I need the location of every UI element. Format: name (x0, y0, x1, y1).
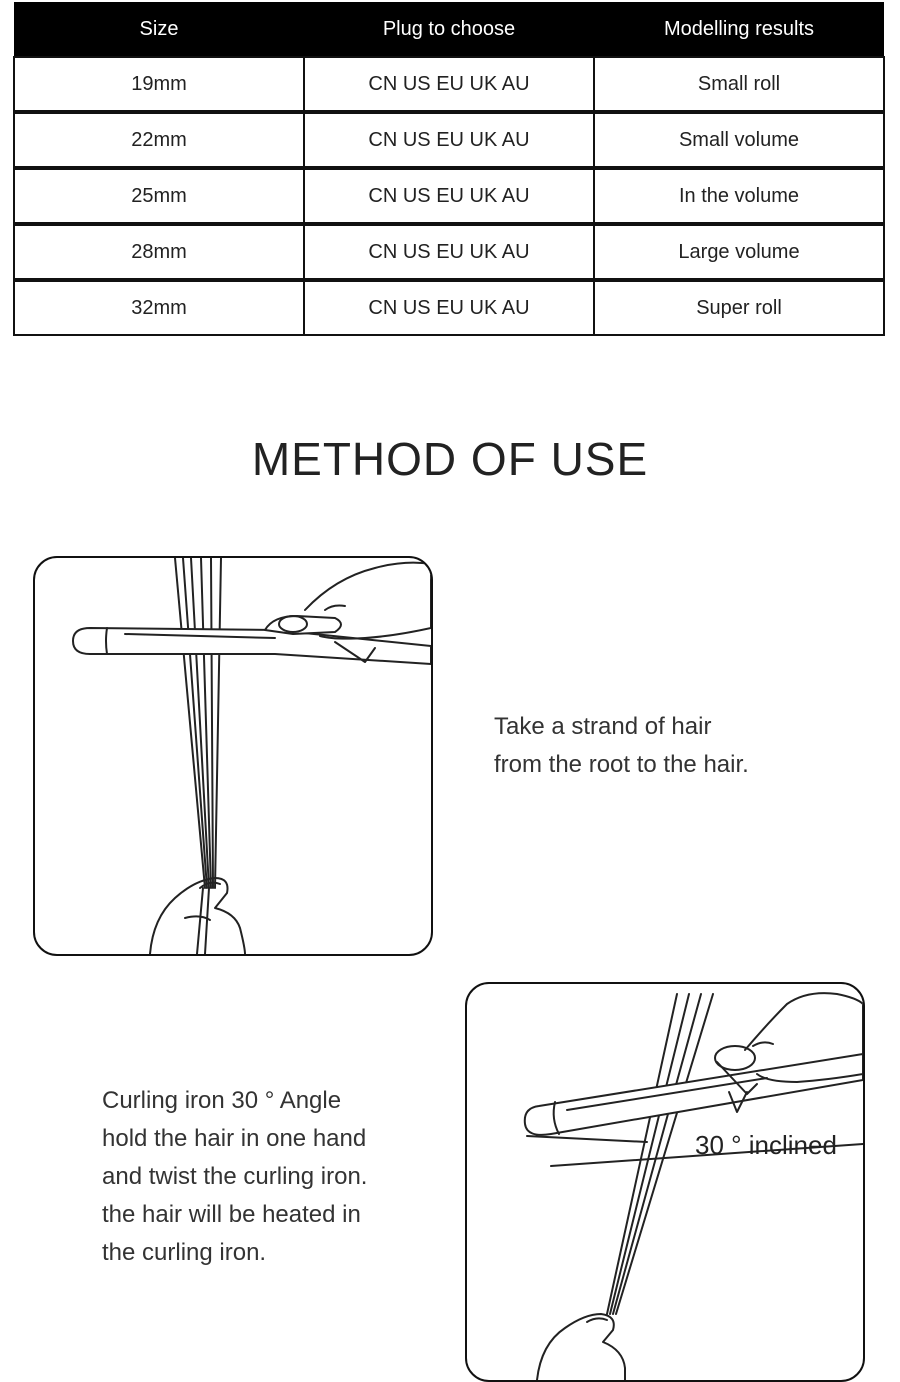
step2-line: the hair will be heated in (102, 1201, 361, 1228)
cell-plug: CN US EU UK AU (304, 168, 594, 224)
header-result: Modelling results (594, 2, 884, 57)
cell-result: Small volume (594, 112, 884, 168)
table-row (14, 57, 884, 112)
cell-size: 19mm (14, 57, 304, 112)
inclined-label: 30 ° inclined (695, 1130, 837, 1160)
curling-iron-30-degree-image (467, 984, 863, 1380)
header-plug: Plug to choose (304, 2, 594, 57)
cell-plug: CN US EU UK AU (304, 57, 594, 112)
cell-plug: CN US EU UK AU (304, 112, 594, 168)
cell-size: 25mm (14, 168, 304, 224)
table-header-row (14, 2, 884, 57)
step2-line: the curling iron. (102, 1239, 267, 1266)
table-row (14, 280, 884, 335)
table-row (14, 112, 884, 168)
header-size: Size (14, 2, 304, 57)
step2-line: and twist the curling iron. (102, 1163, 368, 1190)
cell-plug: CN US EU UK AU (304, 224, 594, 280)
cell-result: Small roll (594, 57, 884, 112)
step2-line: Curling iron 30 ° Angle (102, 1087, 342, 1114)
cell-size: 32mm (14, 280, 304, 335)
step1-text (494, 708, 749, 784)
cell-result: Large volume (594, 224, 884, 280)
curling-iron-hair-strand-image (35, 558, 431, 954)
step2-illustration (465, 982, 865, 1382)
cell-size: 22mm (14, 112, 304, 168)
step2-line: hold the hair in one hand (102, 1125, 367, 1152)
table-row (14, 224, 884, 280)
cell-result: In the volume (594, 168, 884, 224)
cell-plug: CN US EU UK AU (304, 280, 594, 335)
step1-line: from the root to the hair. (494, 751, 749, 778)
step1-line: Take a strand of hair (494, 713, 712, 740)
cell-size: 28mm (14, 224, 304, 280)
section-title: METHOD OF USE (251, 433, 649, 485)
cell-result: Super roll (594, 280, 884, 335)
step2-text (102, 1082, 367, 1272)
spec-table (13, 2, 885, 336)
step1-illustration (33, 556, 433, 956)
table-row (14, 168, 884, 224)
